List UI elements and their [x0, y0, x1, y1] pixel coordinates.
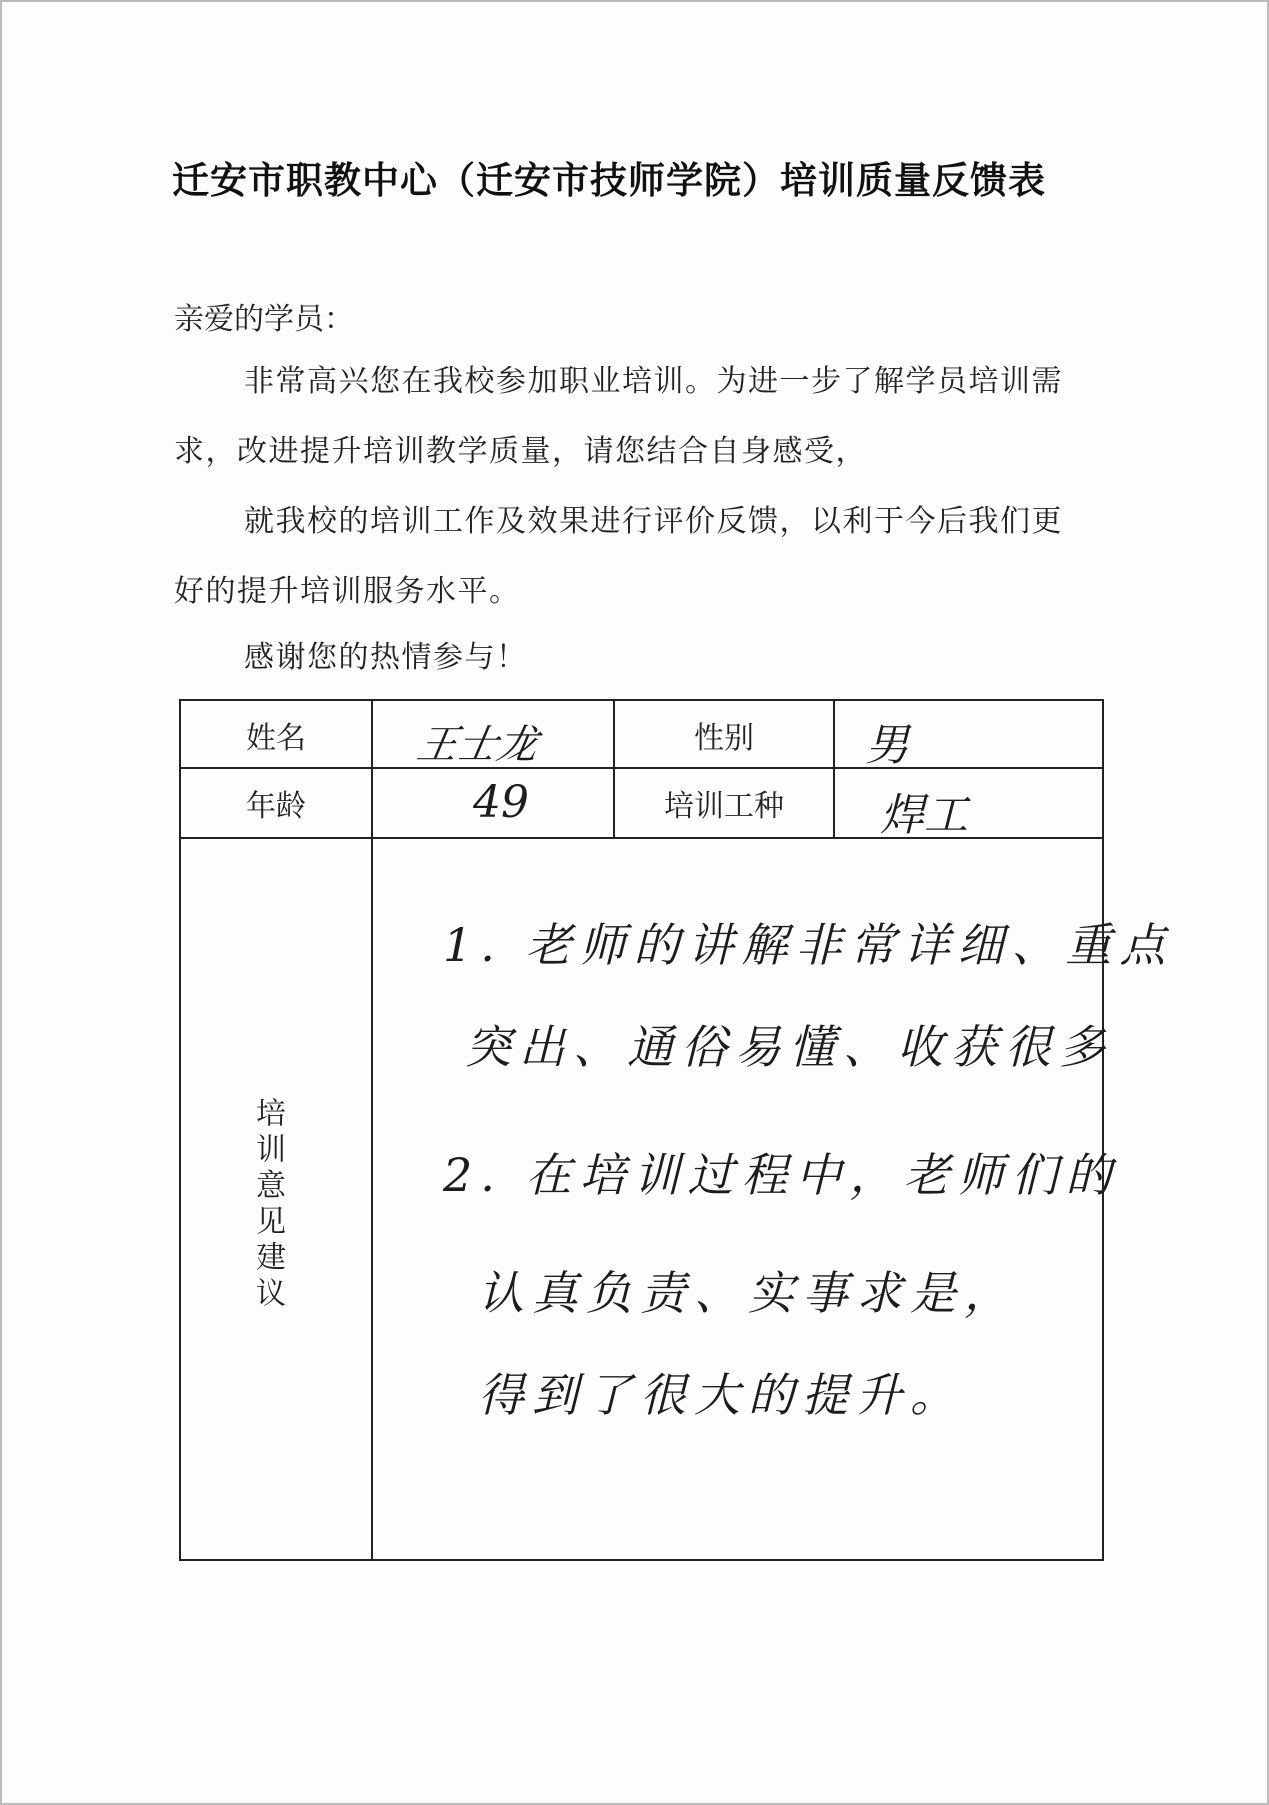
suggestion-label-cell: [180, 838, 372, 1560]
age-value: 49: [473, 777, 529, 828]
gender-value: 男: [865, 720, 909, 771]
page-title: 迁安市职教中心（迁安市技师学院）培训质量反馈表: [172, 159, 1046, 202]
gender-label: 性别: [614, 700, 834, 768]
suggestion-field[interactable]: [372, 838, 1174, 1560]
suggestion-line: 突出、通俗易懂、收获很多: [465, 1020, 1113, 1074]
greeting: 亲爱的学员：: [174, 302, 354, 337]
suggestion-label: 培训意见建议: [250, 1097, 285, 1313]
name-field[interactable]: [372, 700, 614, 768]
suggestion-line: 2. 在培训过程中，老师们的: [443, 1148, 1120, 1202]
suggestion-line: 认真负责、实事求是，: [478, 1266, 1018, 1320]
feedback-table: [179, 699, 1174, 1561]
trade-label: 培训工种: [614, 768, 834, 838]
suggestion-line: 得到了很大的提升。: [478, 1368, 964, 1422]
age-label: 年龄: [180, 768, 372, 838]
gender-field[interactable]: [834, 700, 1103, 771]
trade-value: 焊工: [880, 790, 968, 841]
suggestion-line: 1. 老师的讲解非常详细、重点: [443, 918, 1174, 972]
thanks-line: 感谢您的热情参与！: [244, 640, 528, 675]
intro-paragraph-1: 非常高兴您在我校参加职业培训。为进一步了解学员培训需求，改进提升培训教学质量，请您结合自身感受，: [174, 364, 1063, 469]
name-gender-row: [180, 700, 1103, 768]
name-label: 姓名: [180, 700, 372, 768]
name-value: 王士龙: [413, 722, 542, 768]
age-field[interactable]: [372, 768, 614, 838]
age-trade-row: [180, 768, 1103, 838]
suggestion-row: [180, 838, 1103, 1560]
trade-field[interactable]: [834, 768, 1103, 841]
intro-paragraph-2: 就我校的培训工作及效果进行评价反馈，以利于今后我们更好的提升培训服务水平。: [174, 504, 1063, 609]
